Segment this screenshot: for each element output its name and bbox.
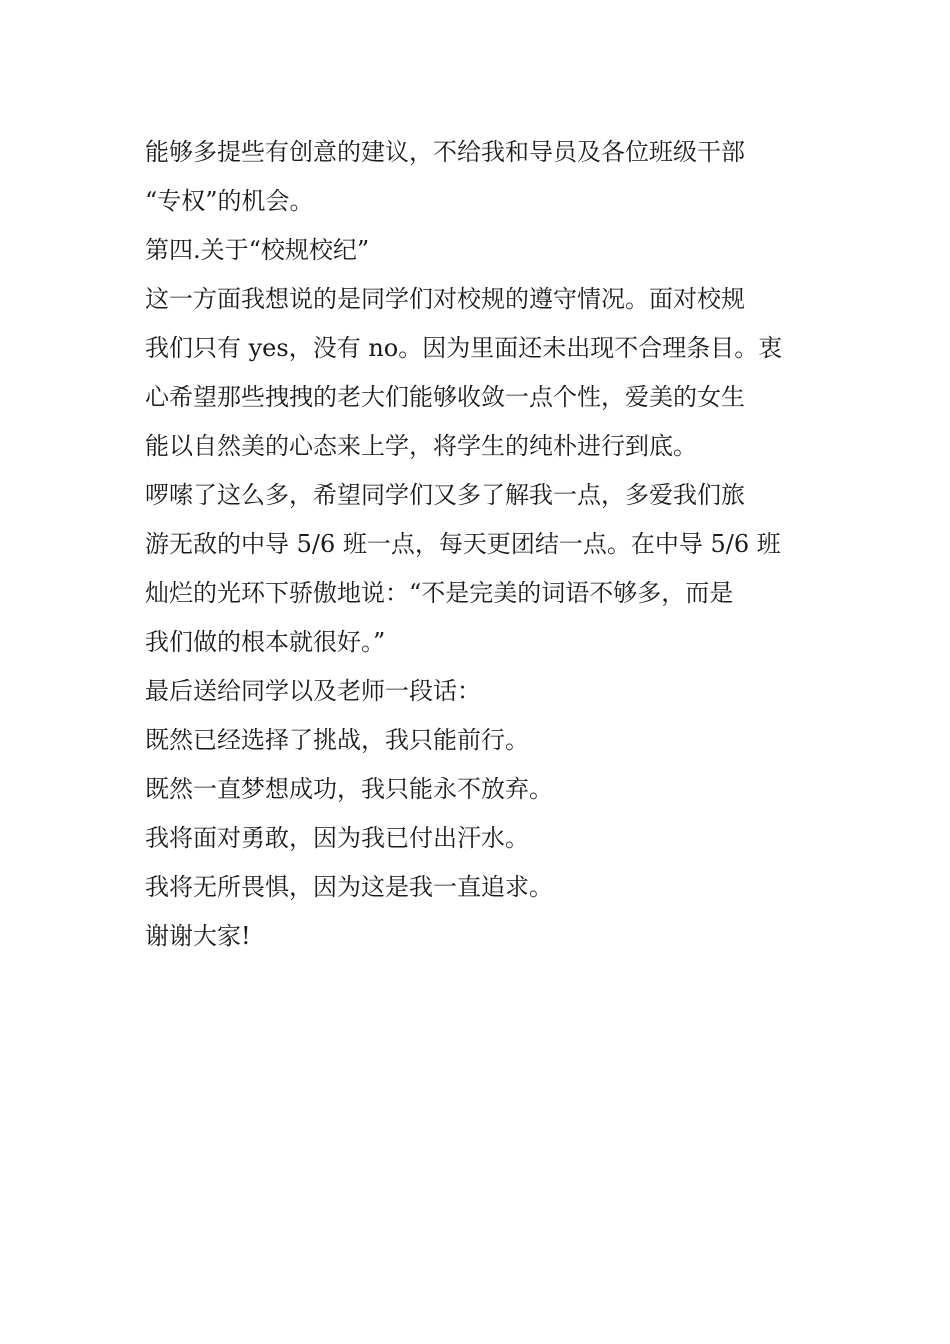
text-line: 我将无所畏惧，因为这是我一直追求。 bbox=[145, 873, 553, 901]
text-line: 既然一直梦想成功，我只能永不放弃。 bbox=[145, 775, 553, 803]
text-line: 我们做的根本就很好。” bbox=[145, 628, 386, 656]
text-line: 最后送给同学以及老师一段话： bbox=[145, 677, 481, 705]
text-line: 这一方面我想说的是同学们对校规的遵守情况。面对校规 bbox=[145, 285, 745, 313]
text-line: 心希望那些拽拽的老大们能够收敛一点个性，爱美的女生 bbox=[145, 383, 745, 411]
text-line: 能以自然美的心态来上学，将学生的纯朴进行到底。 bbox=[145, 432, 697, 460]
text-line: 既然已经选择了挑战，我只能前行。 bbox=[145, 726, 529, 754]
text-line: 能够多提些有创意的建议，不给我和导员及各位班级干部 bbox=[145, 138, 745, 166]
closing-line: 谢谢大家! bbox=[145, 922, 251, 950]
text-line: 啰嗦了这么多，希望同学们又多了解我一点，多爱我们旅 bbox=[145, 481, 745, 509]
document-body bbox=[145, 128, 807, 961]
text-line: 游无敌的中导 5/6 班一点，每天更团结一点。在中导 5/6 班 bbox=[145, 530, 781, 558]
section-heading: 第四.关于“校规校纪” bbox=[145, 236, 370, 264]
text-line: 灿烂的光环下骄傲地说：“不是完美的词语不够多，而是 bbox=[145, 579, 734, 607]
text-line: 我们只有 yes，没有 no。因为里面还未出现不合理条目。衷 bbox=[145, 334, 783, 362]
text-line: “专权”的机会。 bbox=[145, 187, 314, 215]
text-line: 我将面对勇敢，因为我已付出汗水。 bbox=[145, 824, 529, 852]
